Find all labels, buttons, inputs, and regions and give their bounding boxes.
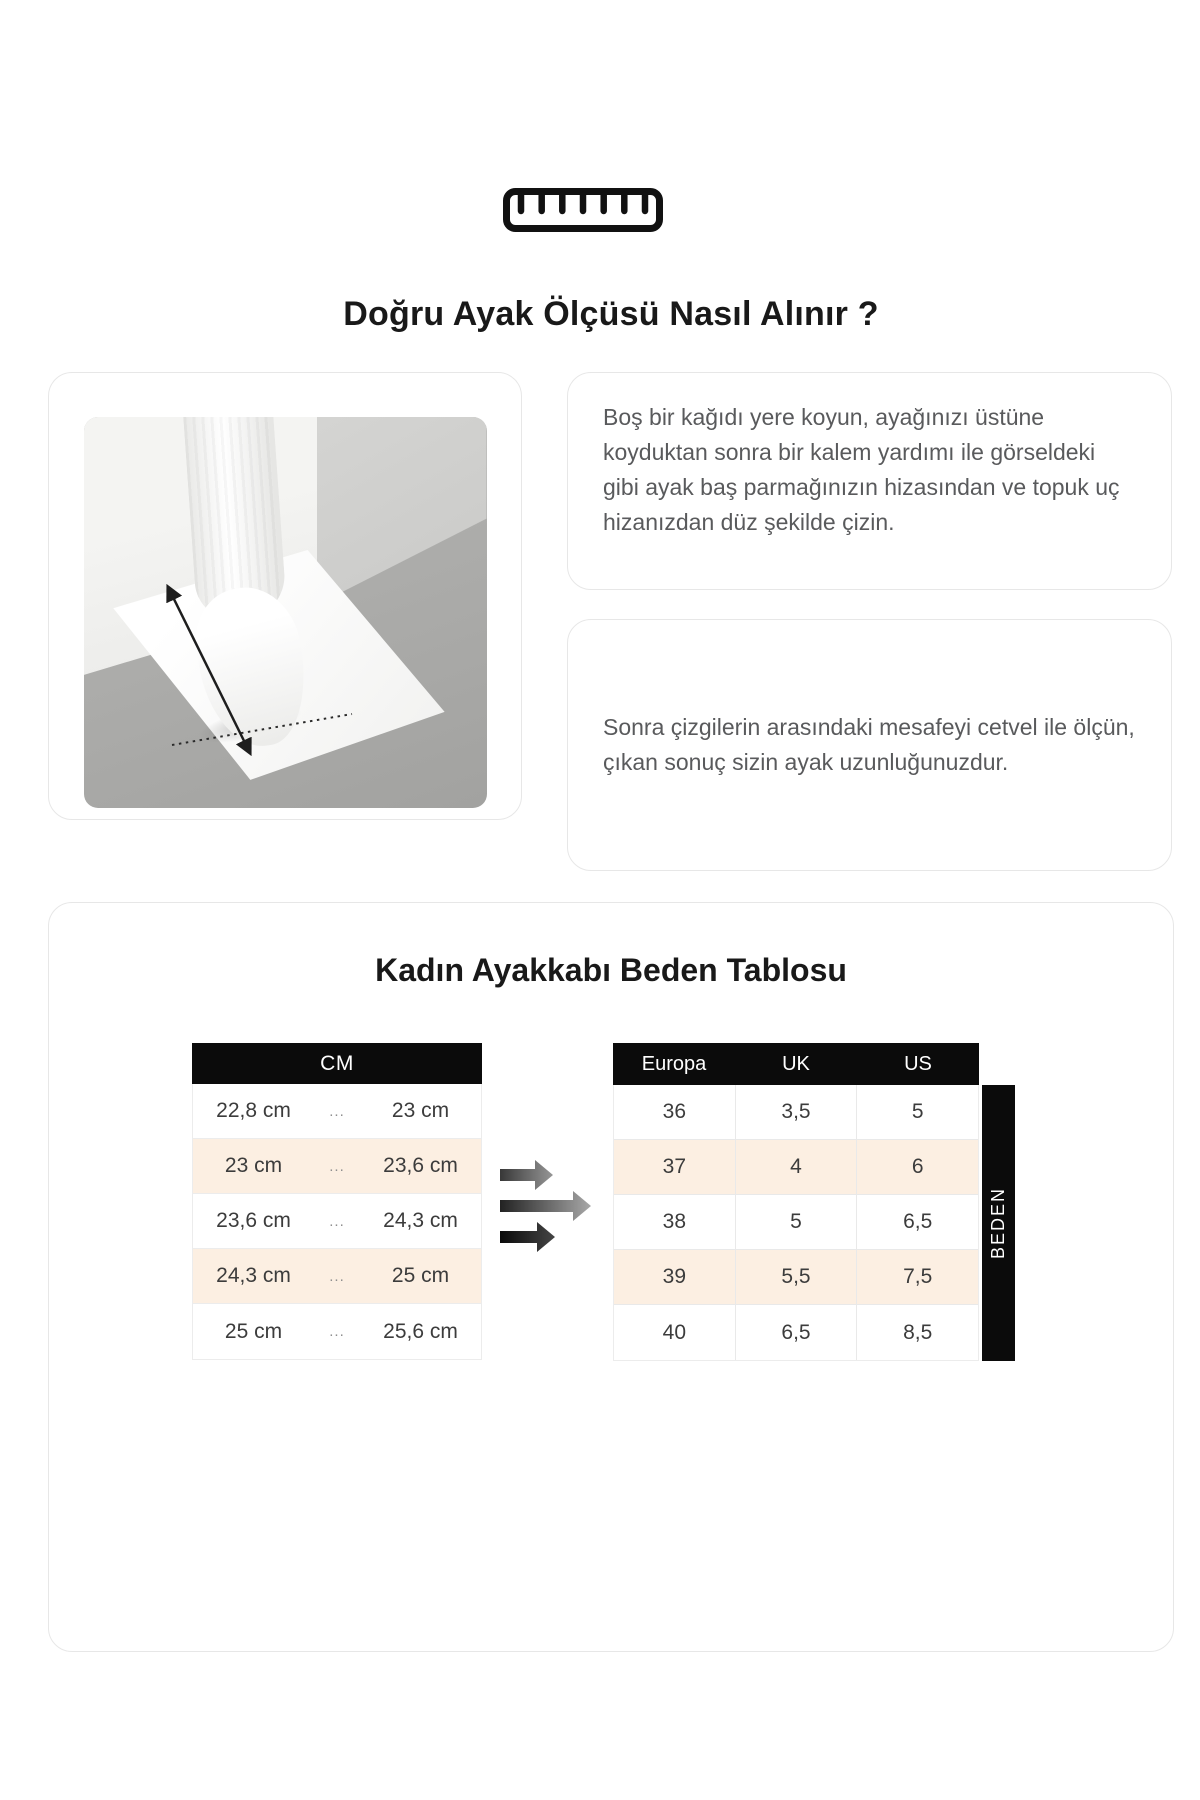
how-to-photo-card: [48, 372, 522, 820]
cm-to: 25 cm: [391, 1264, 450, 1287]
cm-from: 23 cm: [224, 1154, 283, 1177]
range-dots: ...: [329, 1267, 345, 1285]
us-size: 5: [911, 1100, 924, 1123]
cm-table-row: [193, 1249, 481, 1304]
size-table-row: [614, 1195, 978, 1250]
size-table-row: [614, 1305, 978, 1360]
size-table-row: [614, 1250, 978, 1305]
ruler-icon: [48, 0, 1174, 232]
header-uk: UK: [782, 1052, 810, 1075]
size-table-row: [614, 1085, 978, 1140]
uk-size: 4: [736, 1140, 858, 1194]
us-size: 6,5: [903, 1210, 933, 1233]
measurement-arrow-overlay: [84, 417, 487, 808]
header-europa: Europa: [641, 1052, 707, 1075]
europa-size: 36: [614, 1085, 736, 1139]
cm-table-header: CM: [192, 1043, 482, 1084]
us-size: 6: [911, 1155, 924, 1178]
instruction-card-2: [567, 619, 1172, 871]
cm-to: 23,6 cm: [383, 1154, 458, 1177]
range-dots: ...: [329, 1157, 345, 1175]
instruction-text-1: Boş bir kağıdı yere koyun, ayağınızı üstüne koyduktan sonra bir kalem yardımı ile görseldeki gibi ayak baş parmağınızın hizasından ve topuk uç hizanızdan düz şekilde çizin.: [603, 404, 1120, 535]
range-dots: ...: [329, 1323, 345, 1340]
cm-from: 25 cm: [224, 1319, 283, 1343]
uk-size: 6,5: [736, 1305, 858, 1360]
beden-side-label: [982, 1085, 1015, 1361]
foot-measurement-photo: [84, 417, 487, 808]
instruction-text-2: Sonra çizgilerin arasındaki mesafeyi cetvel ile ölçün, çıkan sonuç sizin ayak uzunluğunuzdur.: [603, 714, 1135, 775]
cm-to: 24,3 cm: [383, 1209, 458, 1232]
size-chart-title: Kadın Ayakkabı Beden Tablosu: [375, 952, 847, 988]
how-to-text-column: [567, 372, 1172, 871]
us-size: 8,5: [903, 1320, 933, 1344]
europa-size: 39: [614, 1250, 736, 1304]
cm-from: 24,3 cm: [216, 1264, 291, 1287]
how-to-section: [48, 372, 1174, 871]
cm-table-row: [193, 1084, 481, 1139]
cm-to: 23 cm: [391, 1099, 450, 1122]
instruction-card-1: [567, 372, 1172, 590]
uk-size: 5: [736, 1195, 858, 1249]
page-title: Doğru Ayak Ölçüsü Nasıl Alınır ?: [343, 295, 879, 333]
size-tables: [192, 1043, 1173, 1361]
uk-size: 5,5: [736, 1250, 858, 1304]
transfer-arrows-icon: [482, 1043, 613, 1361]
size-table-row: [614, 1140, 978, 1195]
cm-table: [192, 1043, 482, 1360]
cm-table-row: [193, 1139, 481, 1194]
beden-label-text: BEDEN: [988, 1186, 1008, 1259]
cm-from: 22,8 cm: [216, 1099, 291, 1122]
europa-size: 40: [614, 1305, 736, 1360]
range-dots: ...: [329, 1212, 345, 1230]
size-table-body: [613, 1085, 979, 1361]
header-us: US: [904, 1052, 932, 1075]
cm-from: 23,6 cm: [216, 1209, 291, 1232]
size-chart-card: [48, 902, 1174, 1652]
international-size-table: [613, 1043, 979, 1361]
us-size: 7,5: [903, 1265, 933, 1288]
europa-size: 38: [614, 1195, 736, 1249]
cm-table-row: [193, 1304, 481, 1359]
cm-table-row: [193, 1194, 481, 1249]
uk-size: 3,5: [736, 1085, 858, 1139]
cm-to: 25,6 cm: [383, 1319, 458, 1343]
cm-table-body: [192, 1084, 482, 1360]
europa-size: 37: [614, 1140, 736, 1194]
size-table-header-row: [613, 1043, 979, 1085]
range-dots: ...: [329, 1102, 345, 1120]
